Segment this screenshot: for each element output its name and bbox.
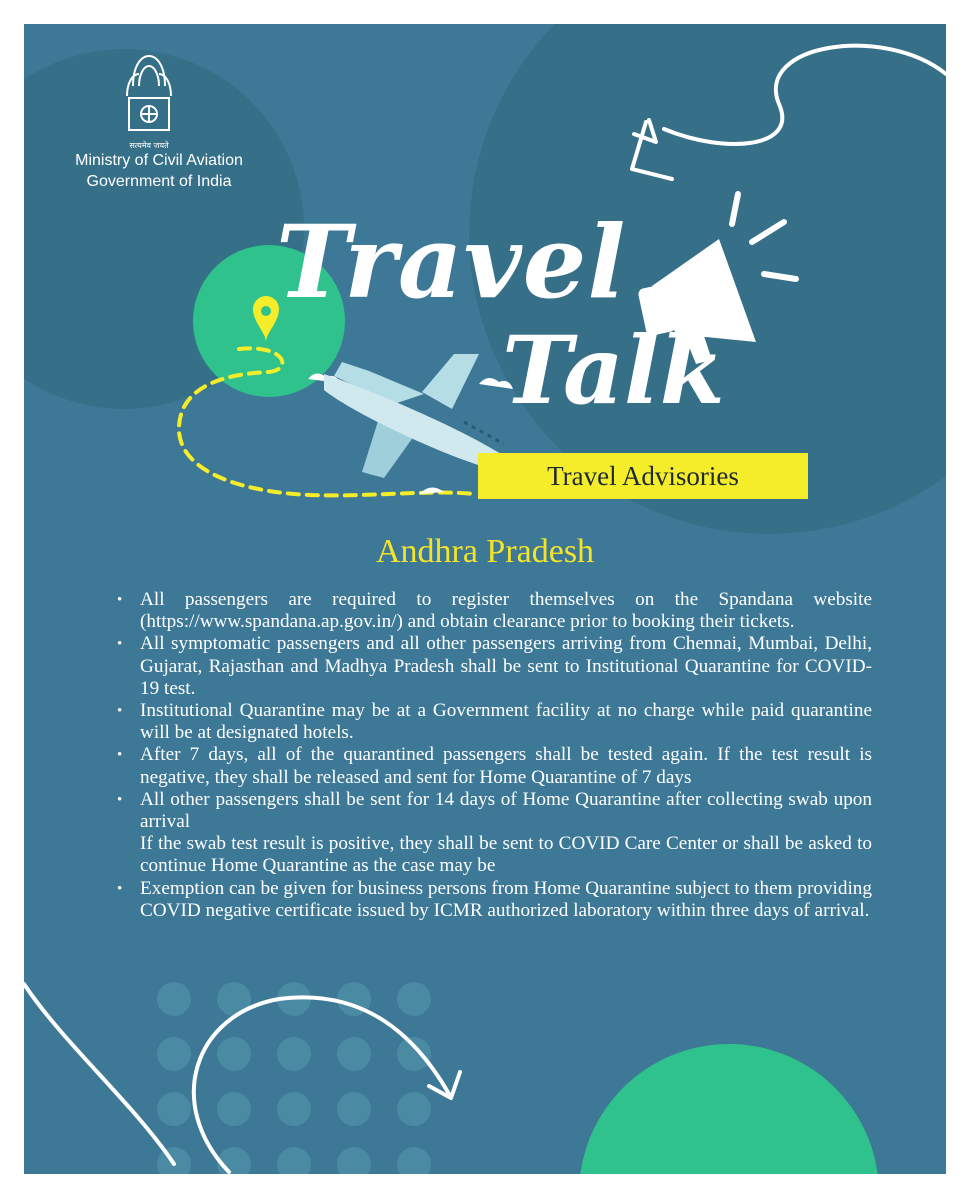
advisory-item: • All passengers are required to register themselves on the Spandana website (https://www.spandana.ap.gov.in/) and obtain clearance prior to booking their tickets.: [117, 589, 872, 633]
advisory-item-continuation: If the swab test result is positive, they shall be sent to COVID Care Center or shall be asked to continue Home Quarantine as the case may be: [140, 833, 872, 877]
title-talk: Talk: [502, 316, 725, 426]
advisory-item: • All other passengers shall be sent for 14 days of Home Quarantine after collecting swab upon arrival: [117, 789, 872, 833]
state-heading: Andhra Pradesh: [375, 533, 595, 570]
title-travel: Travel: [276, 203, 627, 321]
ministry-name: Ministry of Civil Aviation: [75, 152, 243, 169]
emblem-caption: सत्यमेव जयते: [129, 141, 169, 150]
travel-advisories-label: Travel Advisories: [478, 453, 808, 499]
advisory-list: [117, 589, 872, 922]
bottom-left-swirl: [24, 984, 174, 1164]
advisory-poster: [24, 24, 946, 1174]
bottom-swirl-arrow: [194, 997, 449, 1172]
advisory-item: • Exemption can be given for business persons from Home Quarantine subject to them providing COVID negative certificate issued by ICMR authorized laboratory within three days of arrival.: [117, 878, 872, 922]
bottom-right-green-circle: [579, 1044, 879, 1174]
national-emblem-icon: [119, 46, 179, 158]
advisory-item: • Institutional Quarantine may be at a Government facility at no charge while paid quarantine will be at designated hotels.: [117, 700, 872, 744]
dot-pattern: [157, 982, 431, 1174]
advisory-item: • All symptomatic passengers and all other passengers arriving from Chennai, Mumbai, Delhi, Gujarat, Rajasthan and Madhya Pradesh shall be sent to Institutional Quarantine for COVID-19 test.: [117, 633, 872, 700]
advisory-item: • After 7 days, all of the quarantined passengers shall be tested again. If the test result is negative, they shall be released and sent for Home Quarantine of 7 days: [117, 744, 872, 788]
government-name: Government of India: [86, 173, 232, 190]
